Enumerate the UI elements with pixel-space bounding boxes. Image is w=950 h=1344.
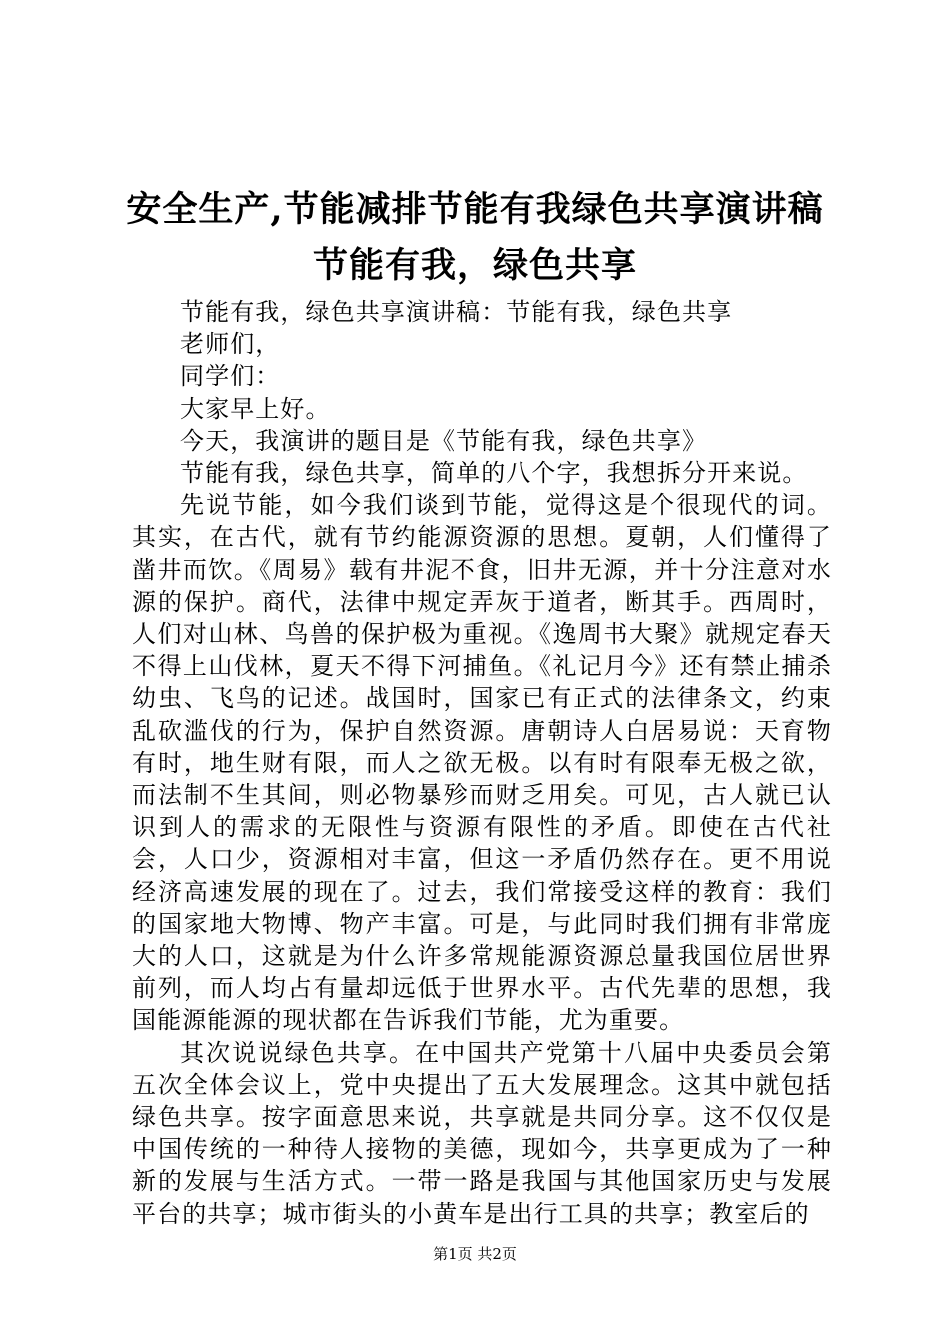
paragraph-1: 节能有我，绿色共享演讲稿：节能有我，绿色共享 (180, 298, 733, 326)
page-number-footer: 第1页 共2页 (433, 1245, 517, 1263)
document-subtitle: 节能有我，绿色共享 (312, 245, 637, 286)
document-title: 安全生产,节能减排节能有我绿色共享演讲稿 (126, 189, 824, 230)
paragraph-4: 大家早上好。 (180, 394, 331, 423)
paragraph-7: 先说节能，如今我们谈到节能，觉得这是个很现代的词。其实，在古代，就有节约能源资源的思想。夏朝，人们懂得了凿井而饮。《周易》载有井泥不食，旧井无源，并十分注意对水源的保护。商代，法律中规定弄灰于道者，断其手。西周时，人们对山林、鸟兽的保护极为重视。《逸周书大聚》就规定春天不得上山伐林，夏天不得下河捕鱼。《礼记月今》还有禁止捕杀幼虫、飞鸟的记述。战国时，国家已有正式的法律条文，约束乱砍滥伐的行为，保护自然资源。唐朝诗人白居易说：天育物有时，地生财有限，而人之欲无极。以有时有限奉无极之欲，而法制不生其间，则必物暴殄而财乏用矣。可见，古人就已认识到人的需求的无限性与资源有限性的矛盾。即使在古代社会，人口少，资源相对丰富，但这一矛盾仍然存在。更不用说经济高速发展的现在了。过去，我们常接受这样的教育：我们的国家地大物博、物产丰富。可是，与此同时我们拥有非常庞大的人口，这就是为什么许多常规能源资源总量我国位居世界前列，而人均占有量却远低于世界水平。古代先辈的思想，我国能源能源的现状都在告诉我们节能，尤为重要。 (132, 491, 832, 1035)
paragraph-5: 今天，我演讲的题目是《节能有我，绿色共享》 (180, 426, 708, 455)
paragraph-3: 同学们： (180, 362, 281, 391)
document-body (132, 296, 832, 1230)
paragraph-8: 其次说说绿色共享。在中国共产党第十八届中央委员会第五次全体会议上，党中央提出了五大发展理念。这其中就包括绿色共享。按字面意思来说，共享就是共同分享。这不仅仅是中国传统的一种待人接物的美德，现如今，共享更成为了一种新的发展与生活方式。一带一路是我国与其他国家历史与发展平台的共享；城市街头的小黄车是出行工具的共享；教室后的 (132, 1038, 832, 1228)
paragraph-6: 节能有我，绿色共享，简单的八个字，我想拆分开来说。 (180, 459, 808, 488)
paragraph-2: 老师们， (180, 330, 281, 359)
